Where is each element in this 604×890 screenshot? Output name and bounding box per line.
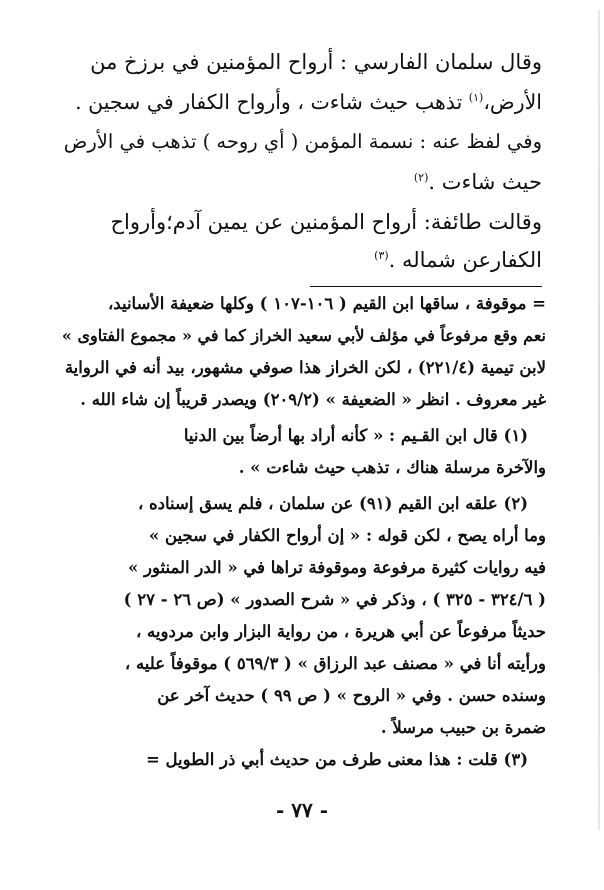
footnote-ref-3[interactable]: (٣)	[374, 249, 389, 262]
main-text-6: وقالت طائفة: أرواح المؤمنين عن يمين آدم؛وأرواح	[110, 210, 542, 234]
main-text-4: وفي لفظ عنه : نسمة المؤمن ( أي روحه ) تذهب في الأرض	[63, 130, 542, 153]
footnote-line-6: والآخرة مرسلة هناك ، تذهب حيث شاءت » .	[238, 458, 546, 477]
main-text-3: تذهب حيث شاءت ، وأرواح الكفار في سجين .	[75, 90, 469, 114]
footnote-line-14: ضمرة بن حبيب مرسلاً .	[380, 718, 546, 737]
main-text-1: وقال سلمان الفارسي : أرواح المؤمنين في برزخ من	[90, 50, 542, 74]
footnote-line-5: (١) قال ابن القـيم : « كأنه أراد بها أرضاً بين الدنيا	[183, 426, 528, 445]
footnote-line-11: حديثاً مرفوعاً عن أبي هريرة ، من رواية البزار وابن مردويه ،	[135, 622, 546, 641]
footnote-line-13: وسنده حسن . وفي « الروح » ( ص ٩٩ ) حديث آخر عن	[157, 686, 546, 705]
main-line-1	[74, 52, 542, 73]
footnote-line-8: وما أراه يصح ، لكن قوله : « إن أرواح الكفار في سجين »	[148, 526, 546, 545]
page-number: - ٧٧ -	[275, 798, 328, 822]
main-line-3	[64, 132, 542, 152]
main-line-6	[250, 250, 542, 271]
footnote-line-12: ورأيته أنا في « مصنف عبد الرزاق » ( ٥٦٩/٣ ) موقوفاً عليه ،	[124, 654, 546, 673]
main-text-7: الكفارعن شماله .	[388, 248, 542, 272]
main-text-2: الأرض،	[483, 90, 542, 114]
footnote-line-1: = موقوفة ، ساقها ابن القيم ( ١٠٦-١٠٧ ) وكلها ضعيفة الأسانيد،	[107, 294, 546, 313]
footnote-line-10: ( ٣٢٤/٦ - ٣٢٥ ) ، وذكر في « شرح الصدور » (ص ٢٦ - ٢٧ )	[123, 590, 546, 609]
footnote-line-15: (٣) قلت : هذا معنى طرف من حديث أبي ذر الطويل =	[145, 750, 528, 769]
footnote-line-4: غير معروف . انظر « الضعيفة » (٢٠٩/٢) ويصدر قريباً إن شاء الله .	[80, 390, 546, 409]
footnote-line-3: لابن تيمية (٢٢١/٤) ، لكن الخراز هذا صوفي مشهور، بيد أنه في الرواية	[64, 358, 546, 377]
main-text-5: حيث شاءت .	[428, 170, 542, 194]
main-line-4	[250, 172, 542, 193]
footnote-ref-1[interactable]: (١)	[468, 91, 484, 105]
footnote-line-7: (٢) علقه ابن القيم (٩١) عن سلمان ، فلم يسق إسناده ،	[137, 494, 528, 513]
footnote-ref-2[interactable]: (٢)	[413, 171, 429, 184]
footnote-separator	[310, 286, 542, 287]
footnote-line-2: نعم وقع مرفوعاً في مؤلف لأبي سعيد الخراز كما في « مجموع الفتاوى »	[61, 326, 546, 345]
page-edge-shadow	[598, 10, 600, 830]
main-line-5	[64, 212, 542, 233]
main-line-2	[74, 92, 542, 113]
footnote-line-9: فيه روايات كثيرة مرفوعة وموقوفة تراها في « الدر المنثور »	[127, 558, 546, 577]
